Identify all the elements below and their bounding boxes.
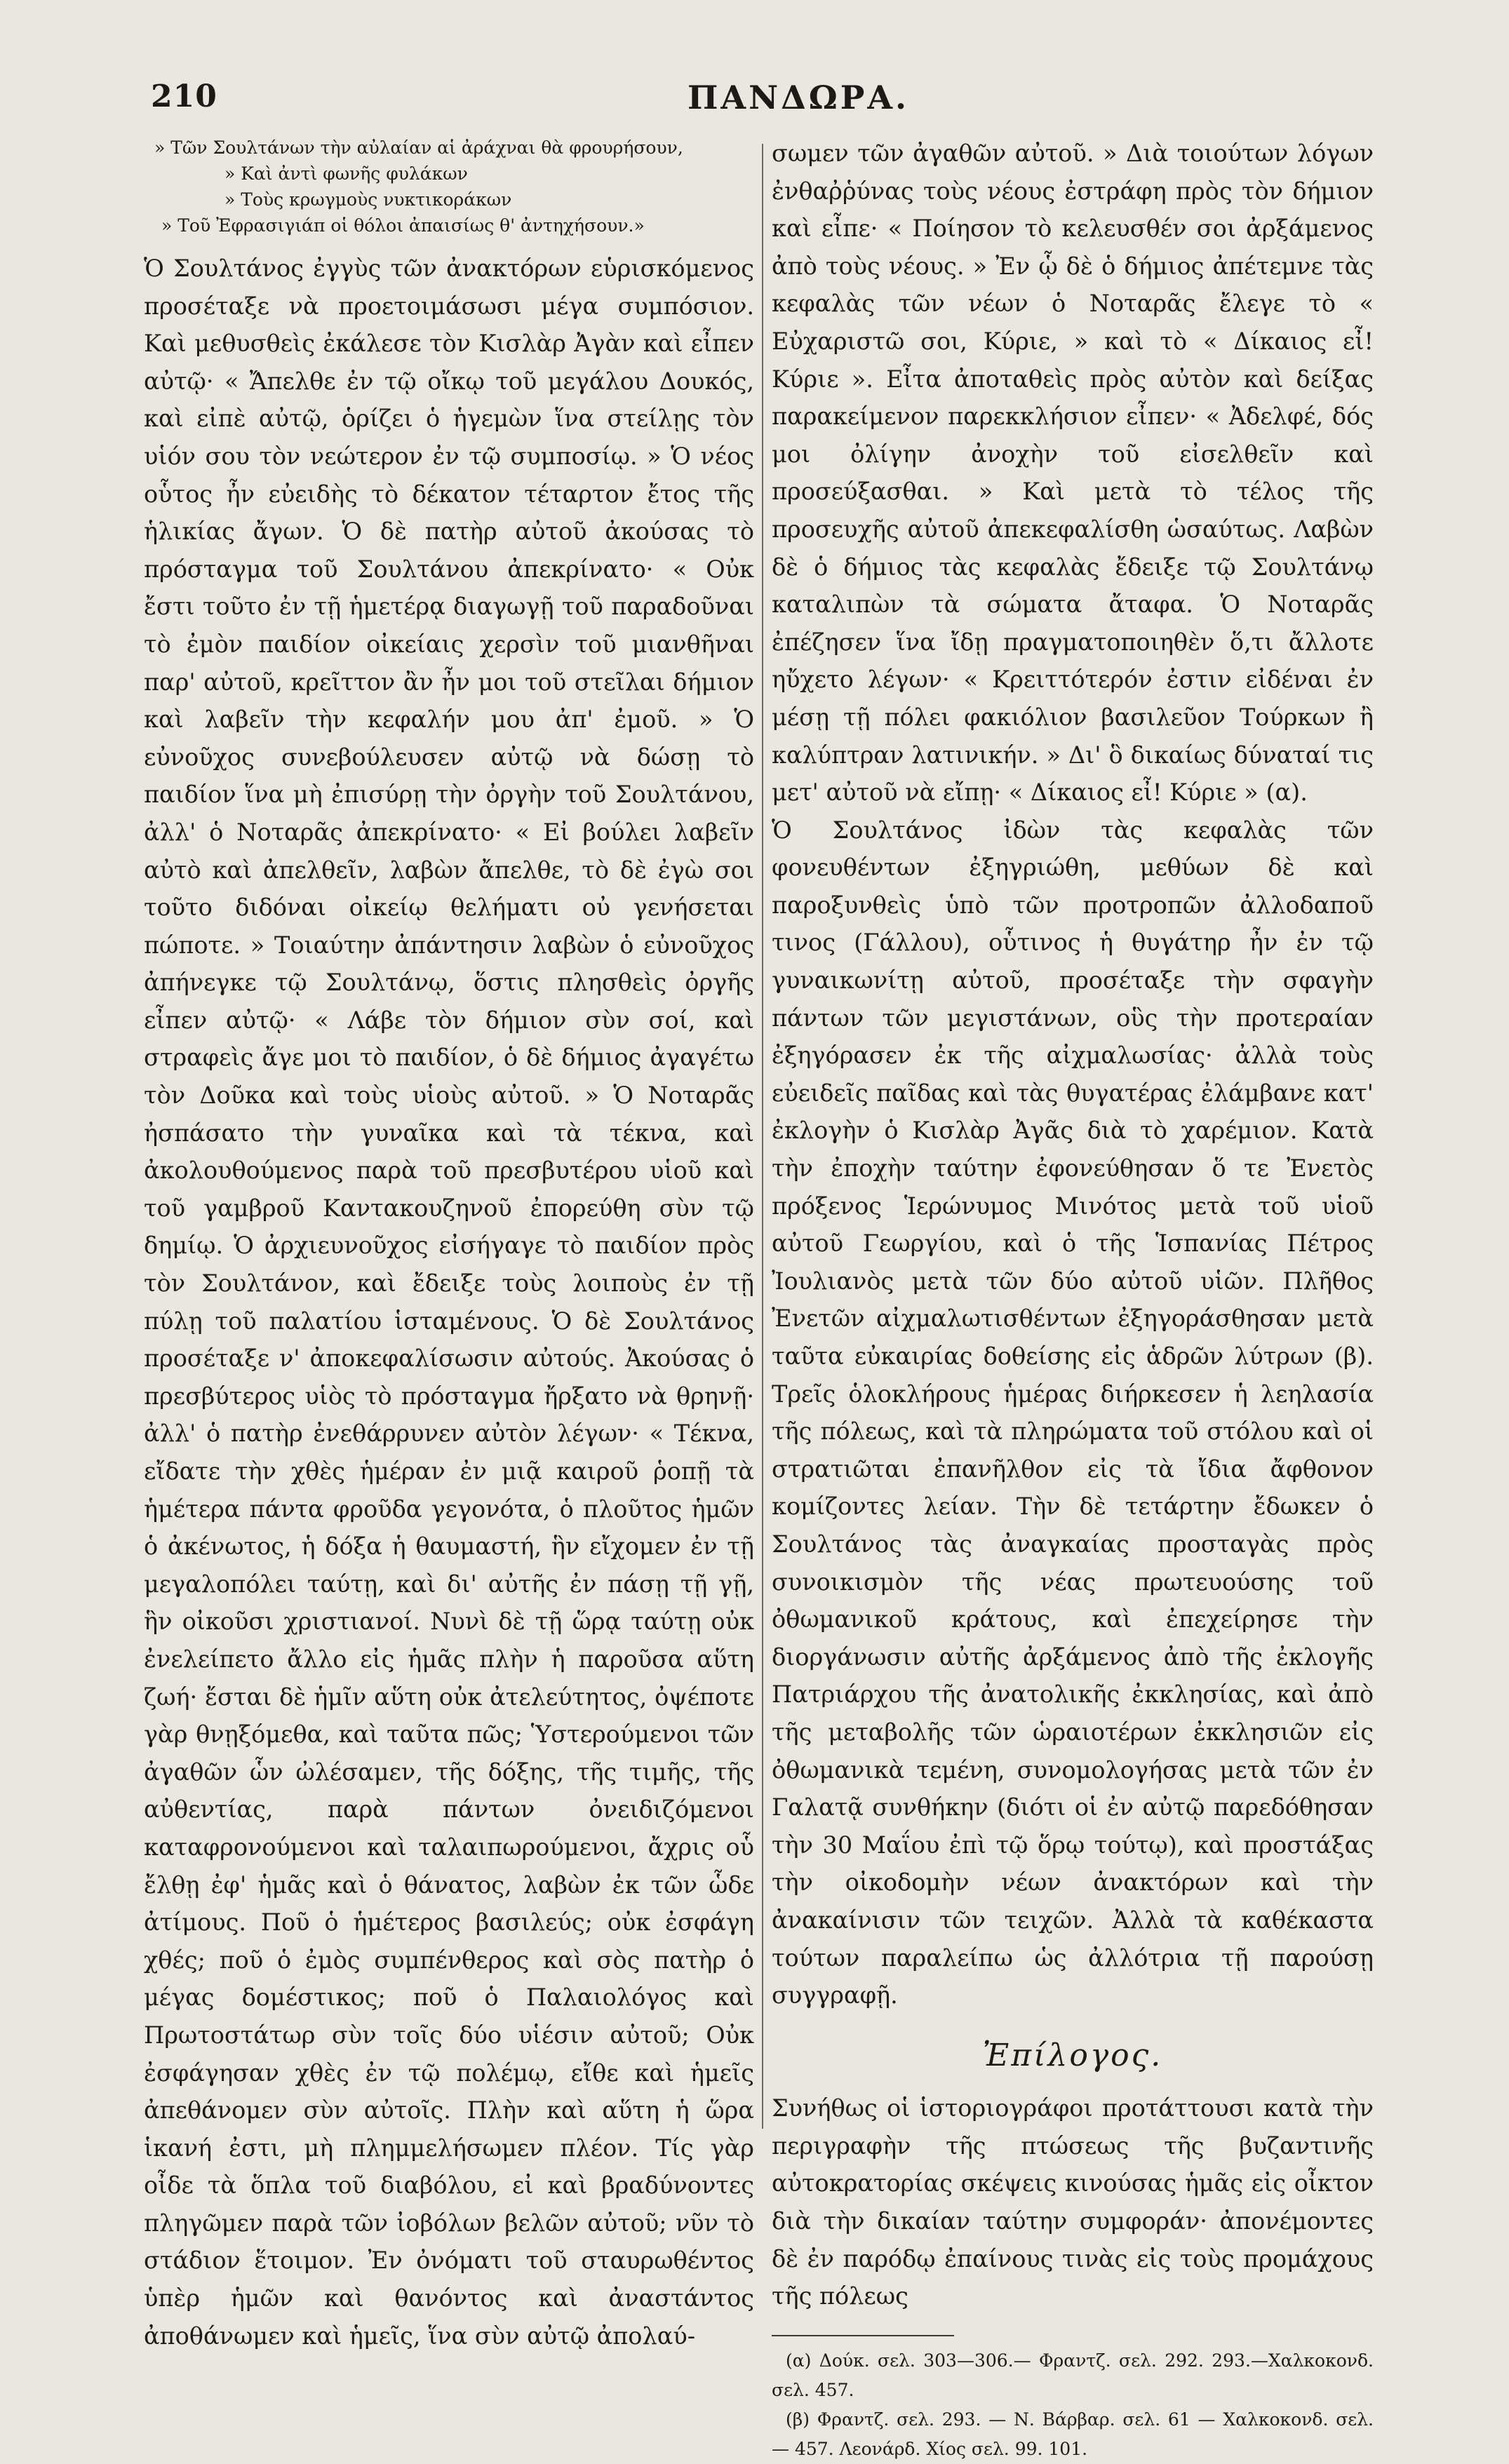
right-column bbox=[772, 135, 1374, 2459]
running-title: ΠΑΝΔΩΡΑ. bbox=[687, 79, 910, 116]
page-number: 210 bbox=[151, 79, 217, 114]
verse-line: » Τοῦ Ἐφρασιγιάπ οἱ θόλοι ἀπαισίως θ' ἀντηχήσουν.» bbox=[161, 215, 645, 236]
footnote-rule bbox=[772, 2335, 954, 2336]
footnote: (α) Δούκ. σελ. 303—306.— Φραντζ. σελ. 292. 293.—Χαλκοκονδ. σελ. 457. bbox=[772, 2350, 1374, 2400]
footnote: (β) Φραντζ. σελ. 293. — Ν. Βάρβαρ. σελ. 61 — Χαλκοκονδ. σελ. — 457. Λεονάρδ. Χίος σελ. 99. 101. bbox=[772, 2409, 1374, 2459]
verse-line: » Καὶ ἀντὶ φωνῆς φυλάκων bbox=[224, 163, 468, 184]
verse-line: » Τοὺς κρωγμοὺς νυκτικοράκων bbox=[224, 189, 512, 210]
body-paragraph: σωμεν τῶν ἀγαθῶν αὐτοῦ. » Διὰ τοιούτων λόγων ἐνθαῤῥύνας τοὺς νέους ἐστράφη πρὸς τὸν δήμιον καὶ εἶπε· « Ποίησον τὸ κελευσθέν σοι ἀρξάμενος ἀπὸ τοὺς νέους. » Ἐν ᾧ δὲ ὁ δήμιος ἀπέτεμνε τὰς κεφαλὰς τῶν νέων ὁ Νοταρᾶς ἔλεγε τὸ « Εὐχαριστῶ σοι, Κύριε, » καὶ τὸ « Δίκαιος εἶ! Κύριε ». Εἶτα ἀποταθεὶς πρὸς αὐτὸν καὶ δείξας παρακείμενον παρεκκλήσιον εἶπεν· « Ἀδελφέ, δός μοι ὀλίγην ἀνοχὴν τοῦ εἰσελθεῖν καὶ προσεύξασθαι. » Καὶ μετὰ τὸ τέλος τῆς προσευχῆς αὐτοῦ ἀπεκεφαλίσθη ὡσαύτως. Λαβὼν δὲ ὁ δήμιος τὰς κεφαλὰς ἔδειξε τῷ Σουλτάνῳ καταλιπὼν τὰ σώματα ἄταφα. Ὁ Νοταρᾶς ἐπέζησεν ἵνα ἴδῃ πραγματοποιηθὲν ὅ,τι ἄλλοτε ηὔχετο λέγων· « Κρειττότερόν ἐστιν εἰδέναι ἐν μέσῃ τῇ πόλει φακιόλιον βασιλεῦον Τούρκων ἢ καλύπτραν λατινικήν. » Δι' ὃ δικαίως δύναταί τις μετ' αὐτοῦ νὰ εἴπῃ· « Δίκαιος εἶ! Κύριε » (α). bbox=[772, 140, 1374, 807]
body-paragraph: Ὁ Σουλτάνος ἐγγὺς τῶν ἀνακτόρων εὑρισκόμενος προσέταξε νὰ προετοιμάσωσι μέγα συμπόσιον. Καὶ μεθυσθεὶς ἐκάλεσε τὸν Κισλὰρ Ἀγὰν καὶ εἶπεν αὐτῷ· « Ἄπελθε ἐν τῷ οἴκῳ τοῦ μεγάλου Δουκός, καὶ εἰπὲ αὐτῷ, ὁρίζει ὁ ἡγεμὼν ἵνα στείλῃς τὸν υἱόν σου τὸν νεώτερον ἐν τῷ συμποσίῳ. » Ὁ νέος οὗτος ἦν εὐειδὴς τὸ δέκατον τέταρτον ἔτος τῆς ἡλικίας ἄγων. Ὁ δὲ πατὴρ αὐτοῦ ἀκούσας τὸ πρόσταγμα τοῦ Σουλτάνου ἀπεκρίνατο· « Οὐκ ἔστι τοῦτο ἐν τῇ ἡμετέρᾳ διαγωγῇ τοῦ παραδοῦναι τὸ ἐμὸν παιδίον οἰκείαις χερσὶν τοῦ μιανθῆναι παρ' αὐτοῦ, κρεῖττον ἂν ἦν μοι τοῦ στεῖλαι δήμιον καὶ λαβεῖν τὴν κεφαλήν μου ἀπ' ἐμοῦ. » Ὁ εὐνοῦχος συνεβούλευσεν αὐτῷ νὰ δώσῃ τὸ παιδίον ἵνα μὴ ἐπισύρῃ τὴν ὀργὴν τοῦ Σουλτάνου, ἀλλ' ὁ Νοταρᾶς ἀπεκρίνατο· « Εἰ βούλει λαβεῖν αὐτὸ καὶ ἀπελθεῖν, λαβὼν ἄπελθε, τὸ δὲ ἐγὼ σοι τοῦτο διδόναι οἰκείῳ θελήματι οὐ γενήσεται πώποτε. » Τοιαύτην ἀπάντησιν λαβὼν ὁ εὐνοῦχος ἀπήνεγκε τῷ Σουλτάνῳ, ὅστις πλησθεὶς ὀργῆς εἶπεν αὐτῷ· « Λάβε τὸν δήμιον σὺν σοί, καὶ στραφεὶς ἄγε μοι τὸ παιδίον, ὁ δὲ δήμιος ἀγαγέτω τὸν Δοῦκα καὶ τοὺς υἱοὺς αὐτοῦ. » Ὁ Νοταρᾶς ἠσπάσατο τὴν γυναῖκα καὶ τὰ τέκνα, καὶ ἀκολουθούμενος παρὰ τοῦ πρεσβυτέρου υἱοῦ καὶ τοῦ γαμβροῦ Καντακουζηνοῦ ἐπορεύθη σὺν τῷ δημίῳ. Ὁ ἀρχιευνοῦχος εἰσήγαγε τὸ παιδίον πρὸς τὸν Σουλτάνον, καὶ ἔδειξε τοὺς λοιποὺς ἐν τῇ πύλῃ τοῦ παλατίου ἱσταμένους. Ὁ δὲ Σουλτάνος προσέταξε ν' ἀποκεφαλίσωσιν αὐτούς. Ἀκούσας ὁ πρεσβύτερος υἱὸς τὸ πρόσταγμα ἤρξατο νὰ θρηνῇ· ἀλλ' ὁ πατὴρ ἐνεθάρρυνεν αὐτὸν λέγων· « Τέκνα, εἴδατε τὴν χθὲς ἡμέραν ἐν μιᾷ καιροῦ ῥοπῇ τὰ ἡμέτερα πάντα φροῦδα γεγονότα, ὁ πλοῦτος ἡμῶν ὁ ἀκένωτος, ἡ δόξα ἡ θαυμαστή, ἣν εἴχομεν ἐν τῇ μεγαλοπόλει ταύτῃ, καὶ δι' αὐτῆς ἐν πάσῃ τῇ γῇ, ἣν οἰκοῦσι χριστιανοί. Νυνὶ δὲ τῇ ὥρᾳ ταύτῃ οὐκ ἐνελείπετο ἄλλο εἰς ἡμᾶς πλὴν ἡ παροῦσα αὕτη ζωή· ἔσται δὲ ἡμῖν αὕτη οὐκ ἀτελεύτητος, ὀψέποτε γὰρ θνῃξόμεθα, καὶ ταῦτα πῶς; Ὑστερούμενοι τῶν ἀγαθῶν ὧν ὠλέσαμεν, τῆς δόξης, τῆς τιμῆς, τῆς αὐθεντίας, παρὰ πάντων ὀνειδιζόμενοι καταφρονούμενοι καὶ ταλαιπωρούμενοι, ἄχρις οὗ ἔλθῃ ἐφ' ἡμᾶς καὶ ὁ θάνατος, λαβὼν ἐκ τῶν ὧδε ἀτίμους. Ποῦ ὁ ἡμέτερος βασιλεύς; οὐκ ἐσφάγη χθές; ποῦ ὁ ἐμὸς συμπένθερος καὶ σὸς πατὴρ ὁ μέγας δομέστικος; ποῦ ὁ Παλαιολόγος καὶ Πρωτοστάτωρ σὺν τοῖς δύο υἱέσιν αὐτοῦ; Οὐκ ἐσφάγησαν χθὲς ἐν τῷ πολέμῳ, εἴθε καὶ ἡμεῖς ἀπεθάνομεν σὺν αὐτοῖς. Πλὴν καὶ αὕτη ἡ ὥρα ἱκανή ἐστι, μὴ πλημμελήσωμεν πλέον. Τίς γὰρ οἶδε τὰ ὅπλα τοῦ διαβόλου, εἰ καὶ βραδύνοντες πληγῶμεν παρὰ τῶν ἰοβόλων βελῶν αὐτοῦ; νῦν τὸ στάδιον ἕτοιμον. Ἐν ὀνόματι τοῦ σταυρωθέντος ὑπὲρ ἡμῶν καὶ θανόντος καὶ ἀναστάντος ἀποθάνωμεν καὶ ἡμεῖς, ἵνα σὺν αὐτῷ ἀπολαύ- bbox=[144, 255, 754, 2350]
column-divider bbox=[762, 144, 763, 2129]
left-column bbox=[144, 135, 754, 2350]
footnotes bbox=[772, 2346, 1374, 2464]
body-paragraph: Ὁ Σουλτάνος ἰδὼν τὰς κεφαλὰς τῶν φονευθέντων ἐξηγριώθη, μεθύων δὲ καὶ παροξυνθεὶς ὑπὸ τῶν προτροπῶν ἀλλοδαποῦ τινος (Γάλλου), οὗτινος ἡ θυγάτηρ ἦν ἐν τῷ γυναικωνίτῃ αὐτοῦ, προσέταξε τὴν σφαγὴν πάντων τῶν μεγιστάνων, οὓς τὴν προτεραίαν ἐξηγόρασεν ἐκ τῆς αἰχμαλωσίας· ἀλλὰ τοὺς εὐειδεῖς παῖδας καὶ τὰς θυγατέρας ἐλάμβανε κατ' ἐκλογὴν ὁ Κισλὰρ Ἀγᾶς διὰ τὸ χαρέμιον. Κατὰ τὴν ἐποχὴν ταύτην ἐφονεύθησαν ὅ τε Ἐνετὸς πρόξενος Ἱερώνυμος Μινότος μετὰ τοῦ υἱοῦ αὐτοῦ Γεωργίου, καὶ ὁ τῆς Ἱσπανίας Πέτρος Ἰουλιανὸς μετὰ τῶν δύο αὐτοῦ υἱῶν. Πλῆθος Ἐνετῶν αἰχμαλωτισθέντων ἐξηγοράσθησαν μετὰ ταῦτα εὐκαιρίας δοθείσης εἰς ἁδρῶν λύτρων (β). Τρεῖς ὁλοκλήρους ἡμέρας διήρκεσεν ἡ λεηλασία τῆς πόλεως, καὶ τὰ πληρώματα τοῦ στόλου καὶ οἱ στρατιῶται ἐπανῆλθον εἰς τὰ ἴδια ἄφθονον κομίζοντες λείαν. Τὴν δὲ τετάρτην ἔδωκεν ὁ Σουλτάνος τὰς ἀναγκαίας προσταγὰς πρὸς συνοικισμὸν τῆς νέας πρωτευούσης τοῦ ὀθωμανικοῦ κράτους, καὶ ἐπεχείρησε τὴν διοργάνωσιν αὐτῆς ἀρξάμενος ἀπὸ τῆς ἐκλογῆς Πατριάρχου τῆς ἀνατολικῆς ἐκκλησίας, καὶ ἀπὸ τῆς μεταβολῆς τῶν ὡραιοτέρων ἐκκλησιῶν εἰς ὀθωμανικὰ τεμένη, συνομολογήσας μετὰ τῶν ἐν Γαλατᾷ συνθήκην (διότι οἱ ἐν αὐτῷ παρεδόθησαν τὴν 30 Μαΐου ἐπὶ τῷ ὅρῳ τούτῳ), καὶ προστάξας τὴν οἰκοδομὴν νέων ἀνακτόρων καὶ τὴν ἀνακαίνισιν τῶν τειχῶν. Ἀλλὰ τὰ καθέκαστα τούτων παραλείπω ὡς ἀλλότρια τῇ παρούσῃ συγγραφῇ. bbox=[772, 816, 1374, 2009]
verse-quote bbox=[144, 135, 754, 238]
verse-line: » Τῶν Σουλτάνων τὴν αὐλαίαν αἱ ἀράχναι θὰ φρουρήσουν, bbox=[154, 137, 683, 158]
body-paragraph: Συνήθως οἱ ἱστοριογράφοι προτάττουσι κατὰ τὴν περιγραφὴν τῆς πτώσεως τῆς βυζαντινῆς αὐτοκρατορίας σκέψεις κινούσας ἡμᾶς εἰς οἶκτον διὰ τὴν δικαίαν ταύτην συμφοράν· ἀπονέμοντες δὲ ἐν παρόδῳ ἐπαίνους τινὰς εἰς τοὺς προμάχους τῆς πόλεως bbox=[772, 2094, 1374, 2310]
section-heading: Ἐπίλογος. bbox=[982, 2037, 1163, 2073]
page-header bbox=[151, 79, 1446, 128]
